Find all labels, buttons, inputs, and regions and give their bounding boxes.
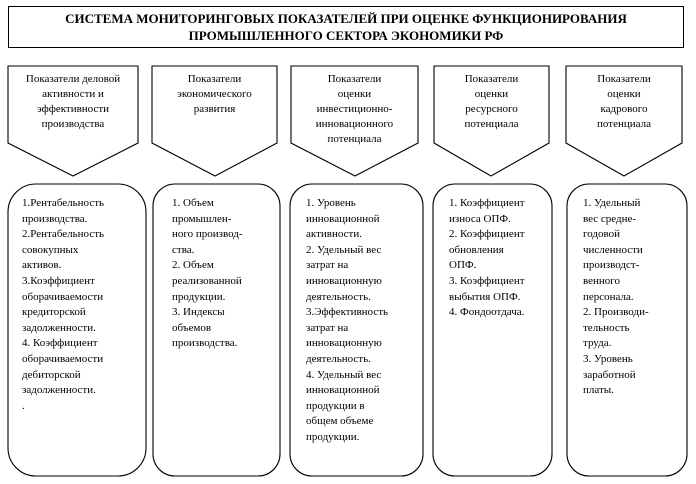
list-item: вес средне- <box>583 212 637 225</box>
list-item: 3. Коэффициент <box>449 274 525 287</box>
list-item: продукции в <box>306 399 365 412</box>
list-item: 2. Производи- <box>583 306 649 319</box>
list-item: активов. <box>22 259 62 272</box>
list-item: 3. Уровень <box>583 352 633 365</box>
list-item: деятельность. <box>306 352 371 365</box>
list-item: инновационной <box>306 212 380 225</box>
list-item: задолженности. <box>22 384 96 397</box>
list-item: промышлен- <box>172 212 232 225</box>
list-item: 1. Уровень <box>306 197 356 209</box>
list-item: оборачиваемости <box>22 352 104 365</box>
list-item: 2.Рентабельность <box>22 228 105 241</box>
list-item: затрат на <box>306 321 349 334</box>
list-item: деятельность. <box>306 290 371 303</box>
list-item: производства. <box>172 337 238 350</box>
list-item: труда. <box>583 337 612 350</box>
indicator-list-1 <box>22 196 104 414</box>
list-item: общем объеме <box>306 415 374 428</box>
list-item: кредиторской <box>22 306 86 319</box>
list-item: 4. Фондоотдача. <box>449 306 525 319</box>
list-item: 4. Коэффициент <box>22 337 98 350</box>
list-item: тельность <box>583 321 630 334</box>
header-text-5: Показатели оценки кадрового потенциала <box>597 73 651 130</box>
list-item: продукции. <box>172 290 226 303</box>
list-item: производства. <box>22 212 88 225</box>
list-item: ства. <box>172 243 195 256</box>
list-item: 4. Удельный вес <box>306 368 382 381</box>
header-text-3: Показатели оценки инвестиционно- инновационного потенциала <box>315 73 394 145</box>
indicator-list-4 <box>449 196 525 321</box>
list-item: 1. Удельный <box>583 197 641 209</box>
list-item: 2. Удельный вес <box>306 243 382 256</box>
list-item: 1. Объем <box>172 197 214 209</box>
list-item: 2. Коэффициент <box>449 228 525 241</box>
indicator-list-2 <box>172 196 243 352</box>
list-item: . <box>22 399 25 412</box>
list-item: инновационную <box>306 337 382 350</box>
header-text-1: Показатели деловой активности и эффективности производства <box>25 73 121 130</box>
list-item: обновления <box>449 243 504 256</box>
title-line-2: ПРОМЫШЛЕННОГО СЕКТОРА ЭКОНОМИКИ РФ <box>188 28 504 43</box>
list-item: объемов <box>172 321 212 334</box>
list-item: 3. Индексы <box>172 306 225 319</box>
list-item: венного <box>583 274 621 287</box>
list-item: ОПФ. <box>449 259 477 272</box>
list-item: производст- <box>583 259 640 272</box>
list-item: персонала. <box>583 290 634 303</box>
list-item: 3.Коэффициент <box>22 274 95 287</box>
header-text-2: Показатели экономического развития <box>177 73 252 115</box>
list-item: инновационную <box>306 274 382 287</box>
list-item: задолженности. <box>22 321 96 334</box>
list-item: 3.Эффективность <box>306 306 389 319</box>
list-item: 2. Объем <box>172 259 214 272</box>
list-item: численности <box>583 243 643 256</box>
list-item: оборачиваемости <box>22 290 104 303</box>
list-item: ного производ- <box>172 228 243 241</box>
list-item: дебиторской <box>22 368 81 381</box>
list-item: продукции. <box>306 430 360 443</box>
title-line-1: СИСТЕМА МОНИТОРИНГОВЫХ ПОКАЗАТЕЛЕЙ ПРИ ОЦЕНКЕ ФУНКЦИОНИРОВАНИЯ <box>65 11 627 26</box>
list-item: инновационной <box>306 384 380 397</box>
list-item: совокупных <box>22 243 79 256</box>
list-item: платы. <box>583 384 614 397</box>
list-item: 1. Коэффициент <box>449 197 525 209</box>
header-text-4: Показатели оценки ресурсного потенциала <box>464 73 519 130</box>
list-item: реализованной <box>172 274 242 287</box>
list-item: активности. <box>306 228 362 241</box>
list-item: выбытия ОПФ. <box>449 290 521 303</box>
list-item: затрат на <box>306 259 349 272</box>
indicator-list-5 <box>583 196 649 399</box>
list-item: годовой <box>583 228 621 241</box>
list-item: 1.Рентабельность <box>22 197 105 209</box>
list-item: износа ОПФ. <box>449 212 511 225</box>
indicator-list-3 <box>306 196 388 446</box>
list-item: заработной <box>583 368 636 381</box>
